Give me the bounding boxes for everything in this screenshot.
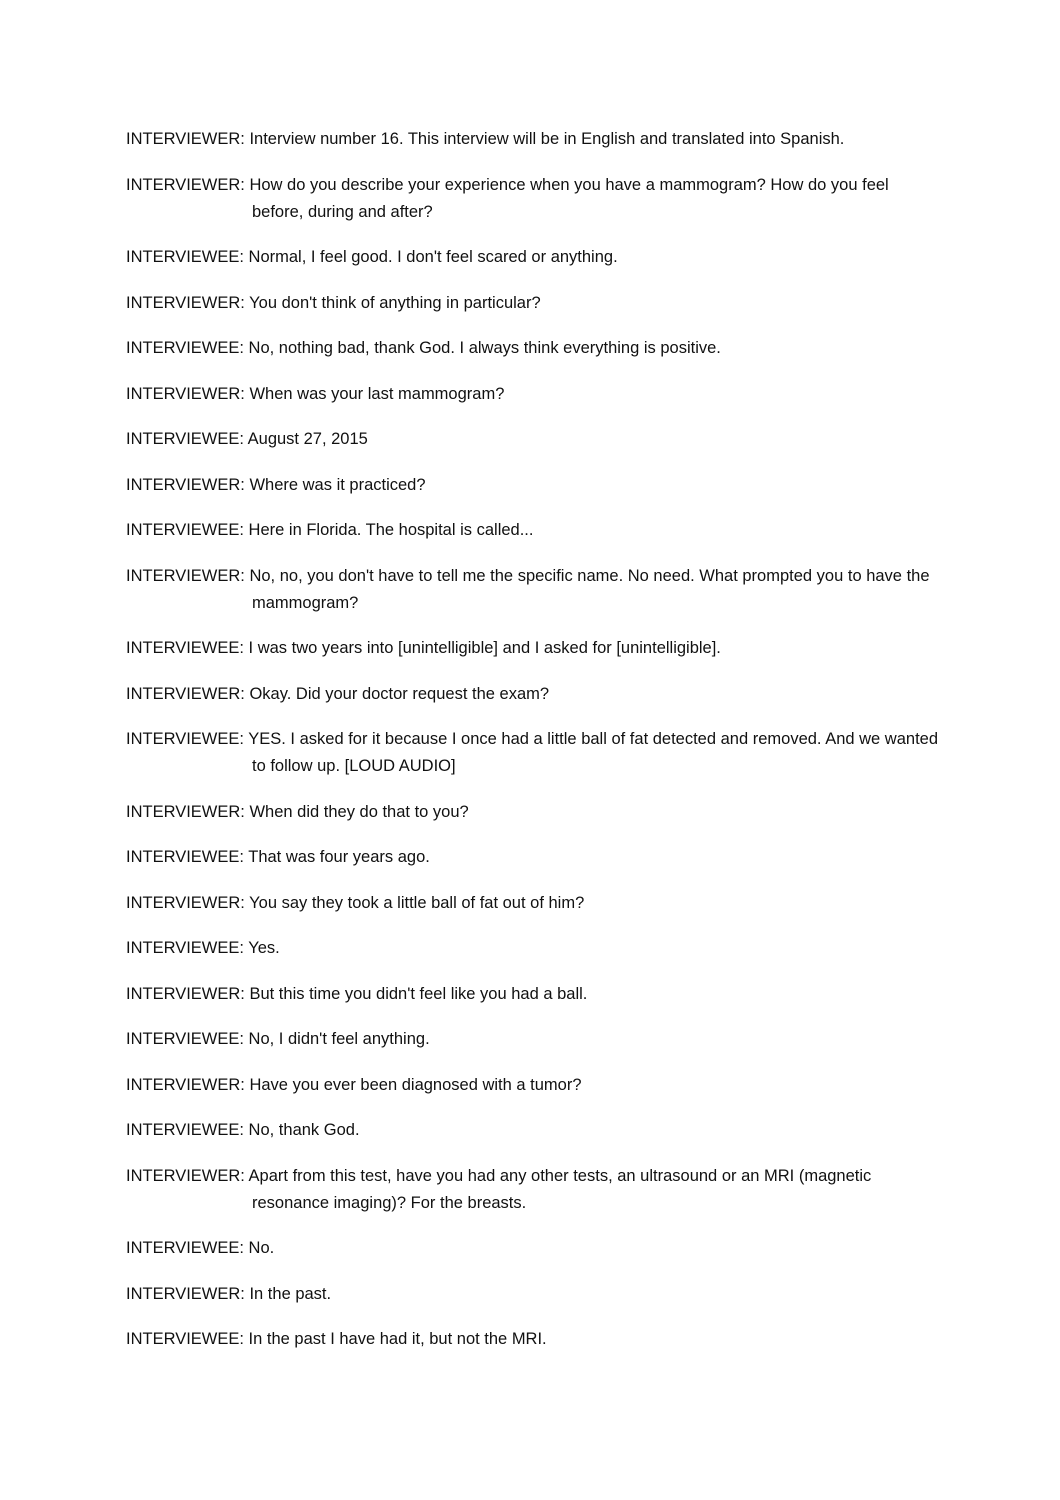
transcript-line-13: INTERVIEWEE: YES. I asked for it because I once had a little ball of fat detected and removed. And we wanted to follow up. [LOUD AUDIO] bbox=[126, 730, 939, 775]
transcript-line-5: INTERVIEWEE: No, nothing bad, thank God. I always think everything is positive. bbox=[126, 339, 721, 357]
transcript-line-9: INTERVIEWEE: Here in Florida. The hospital is called... bbox=[126, 521, 534, 539]
transcript-line-1: INTERVIEWER: Interview number 16. This interview will be in English and translated into Spanish. bbox=[126, 130, 845, 148]
transcript-line-21: INTERVIEWEE: No, thank God. bbox=[126, 1121, 360, 1139]
transcript-line-2: INTERVIEWER: How do you describe your experience when you have a mammogram? How do you feel before, during and after? bbox=[126, 175, 889, 221]
transcript-line-20: INTERVIEWER: Have you ever been diagnosed with a tumor? bbox=[126, 1075, 582, 1094]
transcript-line-24: INTERVIEWER: In the past. bbox=[126, 1284, 332, 1303]
transcript-line-18: INTERVIEWER: But this time you didn't feel like you had a ball. bbox=[126, 984, 588, 1003]
transcript-line-15: INTERVIEWEE: That was four years ago. bbox=[126, 848, 430, 866]
transcript-line-17: INTERVIEWEE: Yes. bbox=[126, 939, 280, 957]
transcript-line-12: INTERVIEWER: Okay. Did your doctor request the exam? bbox=[126, 684, 550, 703]
transcript-line-3: INTERVIEWEE: Normal, I feel good. I don't feel scared or anything. bbox=[126, 248, 618, 266]
transcript-line-14: INTERVIEWER: When did they do that to you? bbox=[126, 802, 469, 821]
transcript-line-4: INTERVIEWER: You don't think of anything in particular? bbox=[126, 293, 541, 312]
transcript-line-6: INTERVIEWER: When was your last mammogram? bbox=[126, 384, 505, 403]
transcript-line-23: INTERVIEWEE: No. bbox=[126, 1239, 275, 1257]
transcript-line-7: INTERVIEWEE: August 27, 2015 bbox=[126, 430, 368, 448]
transcript-line-10: INTERVIEWER: No, no, you don't have to tell me the specific name. No need. What prompted you to have the mammogram? bbox=[126, 566, 930, 612]
transcript-line-22: INTERVIEWER: Apart from this test, have you had any other tests, an ultrasound or an MRI (magnetic resonance imaging)? For the breasts. bbox=[126, 1166, 872, 1212]
transcript-line-19: INTERVIEWEE: No, I didn't feel anything. bbox=[126, 1030, 430, 1048]
transcript-line-25: INTERVIEWEE: In the past I have had it, but not the MRI. bbox=[126, 1330, 547, 1348]
transcript-line-11: INTERVIEWEE: I was two years into [unintelligible] and I asked for [unintelligible]. bbox=[126, 639, 721, 657]
transcript-line-8: INTERVIEWER: Where was it practiced? bbox=[126, 475, 426, 494]
interview-transcript bbox=[126, 126, 938, 1372]
transcript-line-16: INTERVIEWER: You say they took a little ball of fat out of him? bbox=[126, 893, 585, 912]
